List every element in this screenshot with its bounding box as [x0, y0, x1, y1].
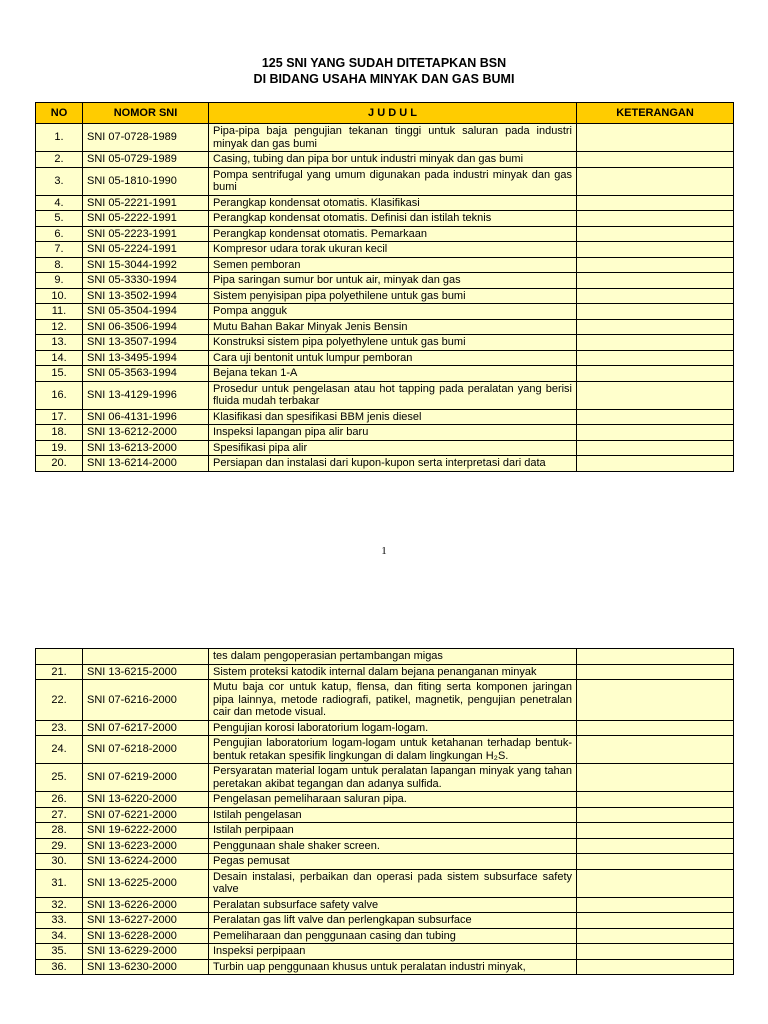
row-sni-number: SNI 07-6217-2000 — [83, 720, 209, 736]
row-title: Persiapan dan instalasi dari kupon-kupon serta interpretasi dari data — [209, 456, 577, 472]
row-remarks — [577, 242, 734, 258]
row-number: 23. — [36, 720, 83, 736]
row-remarks — [577, 456, 734, 472]
table-row — [36, 409, 734, 425]
row-number: 20. — [36, 456, 83, 472]
row-remarks — [577, 366, 734, 382]
row-number: 28. — [36, 823, 83, 839]
row-sni-number — [83, 649, 209, 665]
row-title: Pengelasan pemeliharaan saluran pipa. — [209, 792, 577, 808]
header-judul: J U D U L — [209, 103, 577, 124]
row-title: Semen pemboran — [209, 257, 577, 273]
table-row — [36, 928, 734, 944]
row-sni-number: SNI 05-0729-1989 — [83, 152, 209, 168]
row-remarks — [577, 335, 734, 351]
table-row — [36, 854, 734, 870]
row-sni-number: SNI 13-6212-2000 — [83, 425, 209, 441]
row-remarks — [577, 152, 734, 168]
row-remarks — [577, 649, 734, 665]
row-title: Prosedur untuk pengelasan atau hot tapping pada peralatan yang berisi fluida mudah terbakar — [209, 381, 577, 409]
row-title: Istilah pengelasan — [209, 807, 577, 823]
header-keterangan: KETERANGAN — [577, 103, 734, 124]
row-sni-number: SNI 13-4129-1996 — [83, 381, 209, 409]
row-title: Sistem penyisipan pipa polyethilene untuk gas bumi — [209, 288, 577, 304]
row-remarks — [577, 736, 734, 764]
row-title: Perangkap kondensat otomatis. Definisi dan istilah teknis — [209, 211, 577, 227]
table-row — [36, 381, 734, 409]
document-title-line1: 125 SNI YANG SUDAH DITETAPKAN BSN — [261, 56, 507, 70]
row-remarks — [577, 288, 734, 304]
table-row — [36, 664, 734, 680]
table-row — [36, 680, 734, 721]
row-number — [36, 649, 83, 665]
row-sni-number: SNI 06-3506-1994 — [83, 319, 209, 335]
table-row — [36, 838, 734, 854]
row-sni-number: SNI 13-6215-2000 — [83, 664, 209, 680]
table-row — [36, 350, 734, 366]
table-row — [36, 425, 734, 441]
row-number: 10. — [36, 288, 83, 304]
row-sni-number: SNI 13-6224-2000 — [83, 854, 209, 870]
row-sni-number: SNI 07-6221-2000 — [83, 807, 209, 823]
row-number: 17. — [36, 409, 83, 425]
document-title-line2: DI BIDANG USAHA MINYAK DAN GAS BUMI — [253, 72, 515, 86]
table-row — [36, 959, 734, 975]
row-number: 34. — [36, 928, 83, 944]
row-sni-number: SNI 05-3330-1994 — [83, 273, 209, 289]
row-remarks — [577, 124, 734, 152]
row-title: Perangkap kondensat otomatis. Klasifikasi — [209, 195, 577, 211]
row-remarks — [577, 350, 734, 366]
row-remarks — [577, 764, 734, 792]
row-remarks — [577, 720, 734, 736]
table-row — [36, 226, 734, 242]
table-row — [36, 823, 734, 839]
row-number: 2. — [36, 152, 83, 168]
row-remarks — [577, 211, 734, 227]
row-number: 16. — [36, 381, 83, 409]
row-sni-number: SNI 13-3502-1994 — [83, 288, 209, 304]
table-row — [36, 764, 734, 792]
table-row — [36, 288, 734, 304]
table-row — [36, 304, 734, 320]
row-remarks — [577, 913, 734, 929]
table-row — [36, 211, 734, 227]
row-number: 1. — [36, 124, 83, 152]
row-number: 22. — [36, 680, 83, 721]
row-number: 24. — [36, 736, 83, 764]
row-title: Desain instalasi, perbaikan dan operasi pada sistem subsurface safety valve — [209, 869, 577, 897]
table-row — [36, 124, 734, 152]
table-row — [36, 944, 734, 960]
row-sni-number: SNI 13-6225-2000 — [83, 869, 209, 897]
row-sni-number: SNI 13-6227-2000 — [83, 913, 209, 929]
row-remarks — [577, 897, 734, 913]
row-title: Penggunaan shale shaker screen. — [209, 838, 577, 854]
table-row — [36, 456, 734, 472]
table-row — [36, 913, 734, 929]
row-title: Pompa angguk — [209, 304, 577, 320]
row-number: 7. — [36, 242, 83, 258]
table-row — [36, 649, 734, 665]
row-title: Sistem proteksi katodik internal dalam bejana penanganan minyak — [209, 664, 577, 680]
header-no: NO — [36, 103, 83, 124]
row-sni-number: SNI 13-6228-2000 — [83, 928, 209, 944]
table-row — [36, 366, 734, 382]
row-remarks — [577, 959, 734, 975]
row-remarks — [577, 273, 734, 289]
row-remarks — [577, 664, 734, 680]
row-number: 13. — [36, 335, 83, 351]
row-remarks — [577, 838, 734, 854]
row-title: Inspeksi perpipaan — [209, 944, 577, 960]
row-remarks — [577, 854, 734, 870]
row-title: tes dalam pengoperasian pertambangan migas — [209, 649, 577, 665]
row-title: Cara uji bentonit untuk lumpur pemboran — [209, 350, 577, 366]
row-remarks — [577, 792, 734, 808]
row-remarks — [577, 167, 734, 195]
row-sni-number: SNI 13-6214-2000 — [83, 456, 209, 472]
row-title: Perangkap kondensat otomatis. Pemarkaan — [209, 226, 577, 242]
row-remarks — [577, 869, 734, 897]
row-number: 15. — [36, 366, 83, 382]
row-remarks — [577, 226, 734, 242]
row-sni-number: SNI 13-6230-2000 — [83, 959, 209, 975]
row-number: 8. — [36, 257, 83, 273]
row-number: 4. — [36, 195, 83, 211]
row-sni-number: SNI 13-6226-2000 — [83, 897, 209, 913]
row-title: Pipa-pipa baja pengujian tekanan tinggi untuk saluran pada industri minyak dan gas bumi — [209, 124, 577, 152]
row-sni-number: SNI 05-3504-1994 — [83, 304, 209, 320]
row-sni-number: SNI 05-2224-1991 — [83, 242, 209, 258]
row-remarks — [577, 928, 734, 944]
sni-table-page2 — [35, 648, 734, 975]
row-title: Peralatan gas lift valve dan perlengkapan subsurface — [209, 913, 577, 929]
row-title: Pompa sentrifugal yang umum digunakan pada industri minyak dan gas bumi — [209, 167, 577, 195]
table-row — [36, 195, 734, 211]
row-number: 27. — [36, 807, 83, 823]
row-number: 11. — [36, 304, 83, 320]
row-remarks — [577, 195, 734, 211]
table-row — [36, 152, 734, 168]
row-number: 14. — [36, 350, 83, 366]
table-row — [36, 167, 734, 195]
table-row — [36, 273, 734, 289]
table-header-row — [36, 103, 734, 124]
row-sni-number: SNI 06-4131-1996 — [83, 409, 209, 425]
table-row — [36, 736, 734, 764]
row-remarks — [577, 381, 734, 409]
row-title: Kompresor udara torak ukuran kecil — [209, 242, 577, 258]
row-remarks — [577, 319, 734, 335]
row-remarks — [577, 425, 734, 441]
row-sni-number: SNI 13-6220-2000 — [83, 792, 209, 808]
row-title: Casing, tubing dan pipa bor untuk industri minyak dan gas bumi — [209, 152, 577, 168]
row-sni-number: SNI 13-6223-2000 — [83, 838, 209, 854]
table-row — [36, 869, 734, 897]
row-number: 32. — [36, 897, 83, 913]
row-title: Mutu Bahan Bakar Minyak Jenis Bensin — [209, 319, 577, 335]
row-remarks — [577, 807, 734, 823]
table-row — [36, 897, 734, 913]
row-sni-number: SNI 07-6219-2000 — [83, 764, 209, 792]
row-sni-number: SNI 07-6216-2000 — [83, 680, 209, 721]
row-remarks — [577, 823, 734, 839]
row-sni-number: SNI 05-2221-1991 — [83, 195, 209, 211]
table-row — [36, 440, 734, 456]
row-number: 33. — [36, 913, 83, 929]
row-sni-number: SNI 07-6218-2000 — [83, 736, 209, 764]
row-title: Pipa saringan sumur bor untuk air, minyak dan gas — [209, 273, 577, 289]
row-sni-number: SNI 13-6213-2000 — [83, 440, 209, 456]
row-sni-number: SNI 13-3495-1994 — [83, 350, 209, 366]
row-title: Pengujian laboratorium logam-logam untuk ketahanan terhadap bentuk-bentuk retakan spesifik lingkungan di dalam lingkungan H₂S. — [209, 736, 577, 764]
row-number: 19. — [36, 440, 83, 456]
row-number: 6. — [36, 226, 83, 242]
row-title: Pengujian korosi laboratorium logam-logam. — [209, 720, 577, 736]
row-title: Turbin uap penggunaan khusus untuk peralatan industri minyak, — [209, 959, 577, 975]
row-sni-number: SNI 07-0728-1989 — [83, 124, 209, 152]
row-title: Peralatan subsurface safety valve — [209, 897, 577, 913]
row-sni-number: SNI 05-1810-1990 — [83, 167, 209, 195]
row-title: Pemeliharaan dan penggunaan casing dan tubing — [209, 928, 577, 944]
row-remarks — [577, 944, 734, 960]
row-title: Persyaratan material logam untuk peralatan lapangan minyak yang tahan peretakan akibat tegangan dan adanya sulfida. — [209, 764, 577, 792]
row-number: 9. — [36, 273, 83, 289]
table-row — [36, 242, 734, 258]
table-row — [36, 792, 734, 808]
table-row — [36, 319, 734, 335]
row-number: 12. — [36, 319, 83, 335]
row-sni-number: SNI 05-2222-1991 — [83, 211, 209, 227]
row-number: 18. — [36, 425, 83, 441]
row-title: Inspeksi lapangan pipa alir baru — [209, 425, 577, 441]
row-title: Mutu baja cor untuk katup, flensa, dan fiting serta komponen jaringan pipa lainnya, metode radiografi, patikel, magnetik, pengujian penetralan cair dan metode visual. — [209, 680, 577, 721]
row-number: 31. — [36, 869, 83, 897]
sni-table-page1 — [35, 102, 734, 472]
row-number: 29. — [36, 838, 83, 854]
row-number: 5. — [36, 211, 83, 227]
row-title: Bejana tekan 1-A — [209, 366, 577, 382]
row-title: Klasifikasi dan spesifikasi BBM jenis diesel — [209, 409, 577, 425]
page-number: 1 — [381, 545, 387, 557]
row-sni-number: SNI 19-6222-2000 — [83, 823, 209, 839]
table-row — [36, 720, 734, 736]
row-title: Istilah perpipaan — [209, 823, 577, 839]
row-number: 35. — [36, 944, 83, 960]
row-title: Spesifikasi pipa alir — [209, 440, 577, 456]
row-title: Pegas pemusat — [209, 854, 577, 870]
row-number: 3. — [36, 167, 83, 195]
row-sni-number: SNI 05-2223-1991 — [83, 226, 209, 242]
row-number: 25. — [36, 764, 83, 792]
row-number: 21. — [36, 664, 83, 680]
row-sni-number: SNI 13-6229-2000 — [83, 944, 209, 960]
row-title: Konstruksi sistem pipa polyethylene untuk gas bumi — [209, 335, 577, 351]
table-row — [36, 257, 734, 273]
table-row — [36, 335, 734, 351]
row-sni-number: SNI 15-3044-1992 — [83, 257, 209, 273]
header-nomor-sni: NOMOR SNI — [83, 103, 209, 124]
row-number: 26. — [36, 792, 83, 808]
row-sni-number: SNI 05-3563-1994 — [83, 366, 209, 382]
row-remarks — [577, 304, 734, 320]
row-sni-number: SNI 13-3507-1994 — [83, 335, 209, 351]
row-number: 36. — [36, 959, 83, 975]
row-remarks — [577, 257, 734, 273]
row-remarks — [577, 409, 734, 425]
row-remarks — [577, 440, 734, 456]
row-remarks — [577, 680, 734, 721]
row-number: 30. — [36, 854, 83, 870]
table-row — [36, 807, 734, 823]
